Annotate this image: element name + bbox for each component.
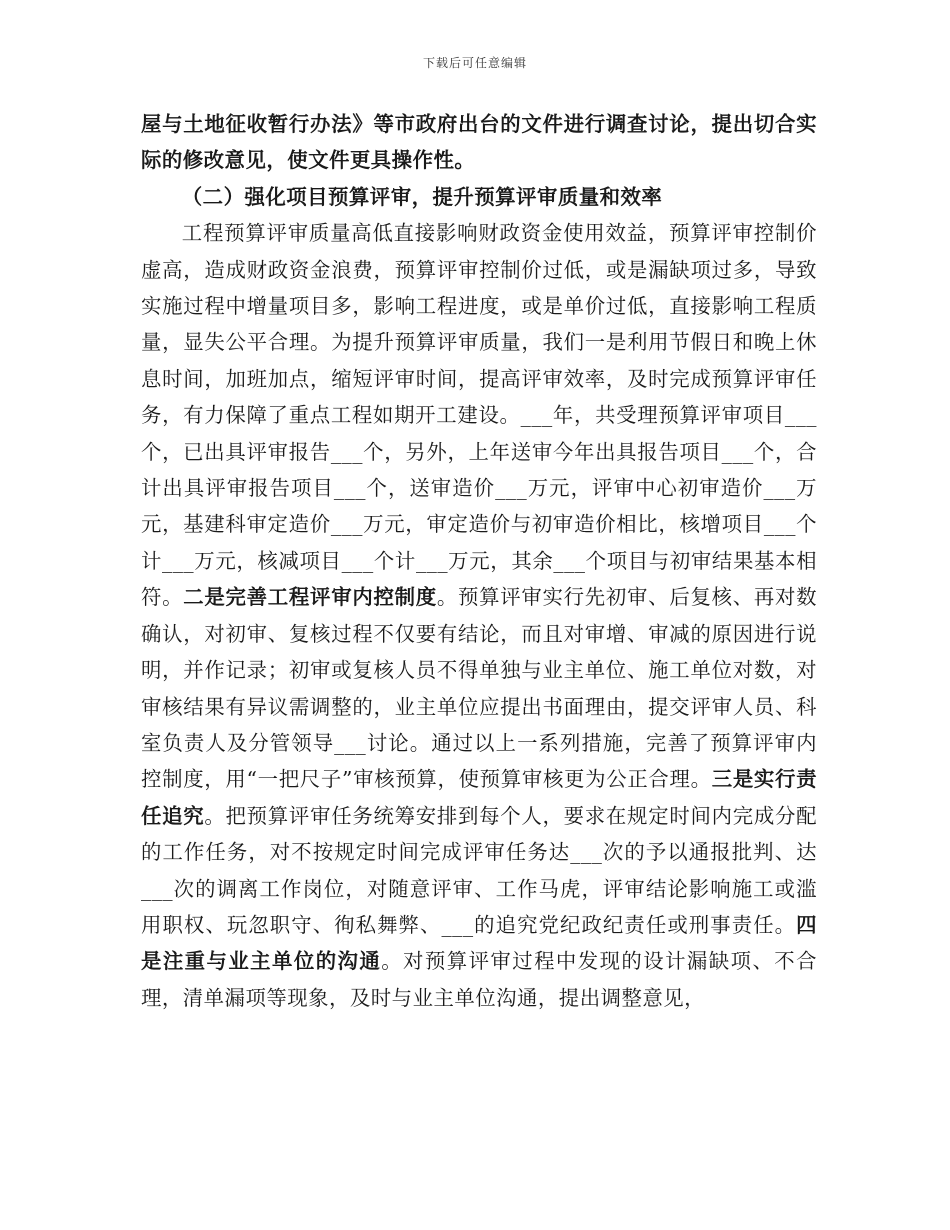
main-paragraph: [141, 215, 817, 1016]
point4-title: 四是注重与业主单位的沟通: [141, 912, 817, 974]
point2-text: 。预算评审实行先初审、后复核、再对数确认，对初审、复核过程不仅要有结论，而且对审增、审减的原因进行说明，并作记录；初审或复核人员不得单独与业主单位、施工单位对数，对审核结果有异议需调整的，业主单位应提出书面理由，提交评审人员、科室负责人及分管领导___讨论。通过以上一系列措施，完善了预算评审内控制度，用“一把尺子”审核预算，使预算审核更为公正合理。: [141, 585, 818, 792]
point3-title: 三是实行责任追究: [141, 767, 817, 828]
point4-text: 。对预算评审过程中发现的设计漏缺项、不合理，清单漏项等现象，及时与业主单位沟通，提出调整意见，: [141, 949, 818, 1010]
page-header: 下载后可任意编辑: [422, 56, 527, 70]
section-heading: （二）强化项目预算评审，提升预算评审质量和效率: [181, 184, 663, 209]
continuation-paragraph: 屋与土地征收暂行办法》等市政府出台的文件进行调查讨论，提出切合实际的修改意见，使文件更具操作性。: [141, 112, 817, 173]
point2-title: 二是完善工程评审内控制度: [183, 585, 437, 610]
document-body: [141, 106, 817, 1016]
intro-text: 工程预算评审质量高低直接影响财政资金使用效益，预算评审控制价虚高，造成财政资金浪费，预算评审控制价过低，或是漏缺项过多，导致实施过程中增量项目多，影响工程进度，或是单价过低，直接影响工程质量，显失公平合理。为提升预算评审质量，我们一是利用节假日和晚上休息时间，加班加点，缩短评审时间，提高评审效率，及时完成预算评审任务，有力保障了重点工程如期开工建设。___年，共受理预算评审项目___个，已出具评审报告___个，另外，上年送审今年出具报告项目___个，合计出具评审报告项目___个，送审造价___万元，评审中心初审造价___万元，基建科审定造价___万元，审定造价与初审造价相比，核增项目___个计___万元，核减项目___个计___万元，其余___个项目与初审结果基本相符。: [141, 221, 817, 610]
point3-text: 。把预算评审任务统筹安排到每个人，要求在规定时间内完成分配的工作任务，对不按规定时间完成评审任务达___次的予以通报批判、达___次的调离工作岗位，对随意评审、工作马虎，评审结论影响施工或滥用职权、玩忽职守、徇私舞弊、___的追究党纪政纪责任或刑事责任。: [141, 803, 818, 937]
